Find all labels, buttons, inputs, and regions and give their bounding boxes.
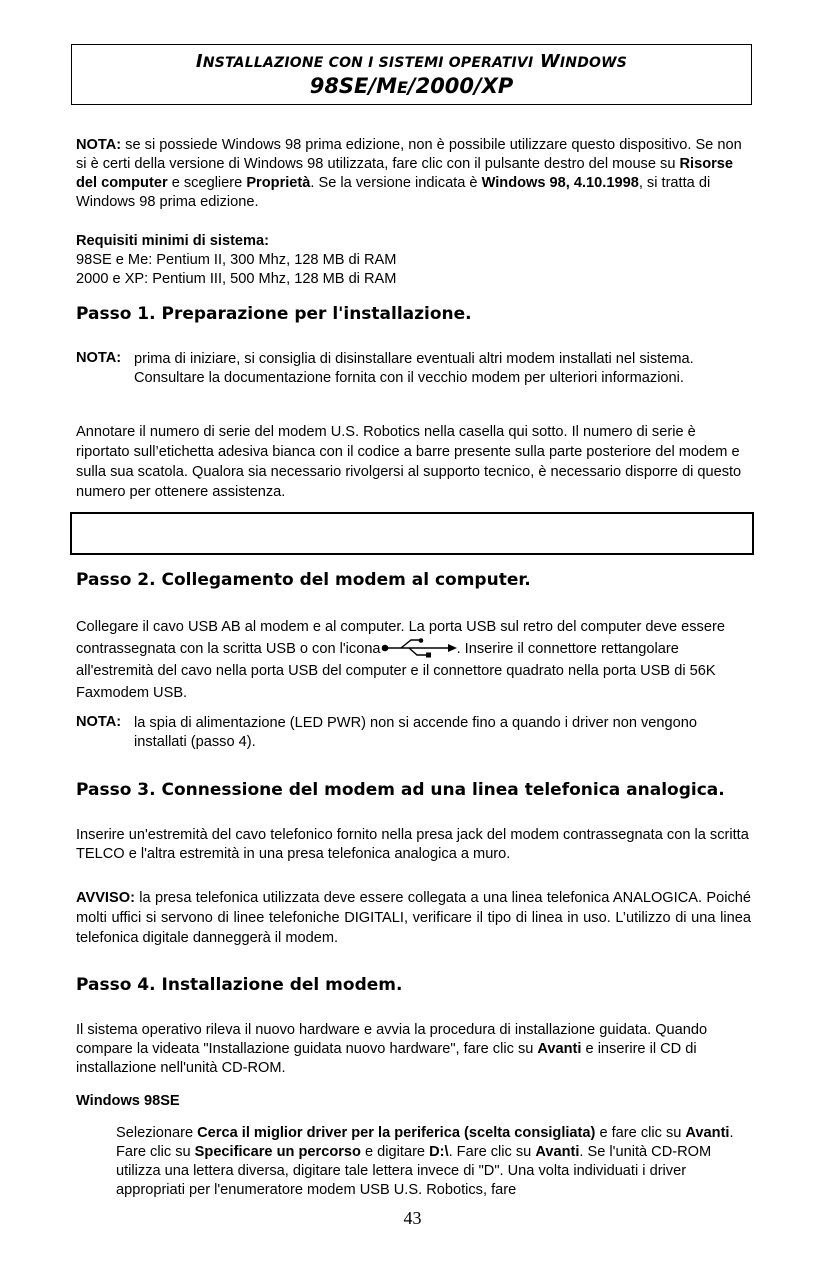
step-1-paragraph: Annotare il numero di serie del modem U.S. Robotics nella casella qui sotto. Il numero di serie è riportato sull’etichetta adesiva bianca con il codice a barre presente sulla parte posteriore del modem e sulla sua scatola. Qualora sia necessario rivolgersi al supporto tecnico, è necessario disporre di questo numero per ottenere assistenza. [76, 424, 742, 500]
title-line-2: 98SE/ME/2000/XP [309, 74, 514, 98]
step-2-heading: Passo 2. Collegamento del modem al computer. [76, 570, 531, 590]
step-3-warning: AVVISO: la presa telefonica utilizzata deve essere collegata a una linea telefonica ANALOGICA. Poiché molti uffici si servono di linee telefoniche DIGITALI, verificare il tipo di linea in uso. L’utilizzo di una linea telefonica digitale danneggerà il modem. [76, 890, 751, 946]
page-number: 43 [403, 1208, 422, 1228]
title-line-1: INSTALLAZIONE CON I SISTEMI OPERATIVI WINDOWS [195, 51, 628, 72]
step-3-heading: Passo 3. Connessione del modem ad una linea telefonica analogica. [76, 780, 725, 800]
serial-number-box[interactable] [70, 512, 754, 555]
step-4-heading: Passo 4. Installazione del modem. [76, 975, 403, 995]
step-1-heading: Passo 1. Preparazione per l'installazione. [76, 304, 472, 324]
intro-note: NOTA: se si possiede Windows 98 prima edizione, non è possibile utilizzare questo dispositivo. Se non si è certi della versione di Windows 98 utilizzata, fare clic con il pulsante destro del mouse su Risorse del computer e scegliere Proprietà. Se la versione indicata è Windows 98, 4.10.1998, si tratta di Windows 98 prima edizione. [76, 137, 742, 210]
windows-98se-instructions: Selezionare Cerca il miglior driver per la periferica (scelta consigliata) e fare clic su Avanti. Fare clic su Specificare un percorso e digitare D:\. Fare clic su Avanti. Se l'unità CD-ROM utilizza una lettera diversa, digitare tale lettera invece di "D". Una volta individuati i driver appropriati per l'enumeratore modem USB U.S. Robotics, fare [116, 1125, 734, 1198]
windows-98se-subheading: Windows 98SE [76, 1093, 180, 1109]
step-1-note: NOTA: prima di iniziare, si consiglia di disinstallare eventuali altri modem installati nel sistema. Consultare la documentazione fornita con il vecchio modem per ulteriori informazioni. [76, 350, 694, 386]
usb-icon [381, 638, 457, 658]
step-2-note: NOTA: la spia di alimentazione (LED PWR) non si accende fino a quando i driver non vengono installati (passo 4). [76, 714, 697, 750]
step-4-paragraph: Il sistema operativo rileva il nuovo hardware e avvia la procedura di installazione guidata. Quando compare la videata "Installazione guidata nuovo hardware", fare clic su Avanti e inserire il CD di installazione nell'unità CD-ROM. [76, 1022, 708, 1076]
step-3-paragraph: Inserire un'estremità del cavo telefonico fornito nella presa jack del modem contrassegnata con la scritta TELCO e l'altra estremità in una presa telefonica analogica a muro. [76, 827, 749, 862]
system-requirements: Requisiti minimi di sistema: 98SE e Me: Pentium II, 300 Mhz, 128 MB di RAM 2000 e XP: Pentium III, 500 Mhz, 128 MB di RAM [76, 233, 397, 287]
step-2-paragraph: Collegare il cavo USB AB al modem e al computer. La porta USB sul retro del computer deve essere contrassegnata con la scritta USB o con l'icona . Inserire il connettore rettangolare all'estremità del cavo nella porta USB del computer e il connettore quadrato nella porta USB di 56K Faxmodem USB. [76, 619, 725, 701]
title-box [71, 44, 752, 105]
